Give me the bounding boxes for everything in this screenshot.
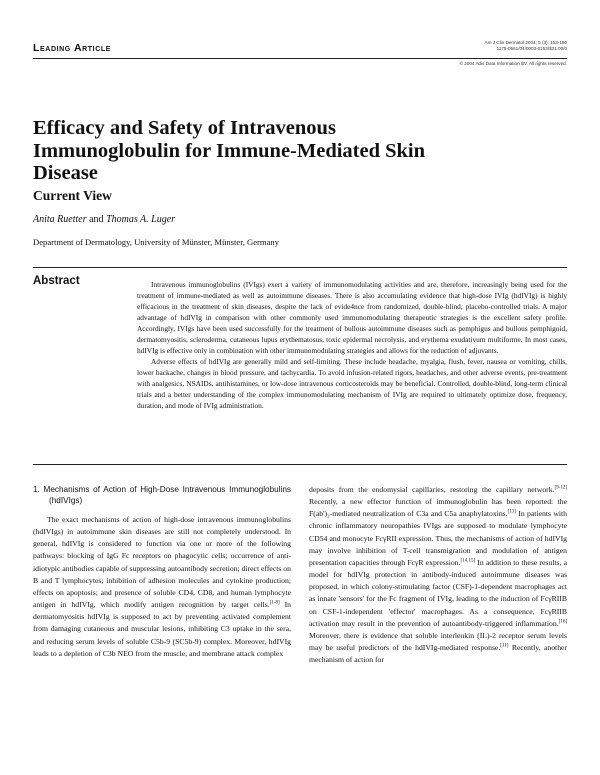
body-text: Recently, another mechanism of action for: [309, 643, 568, 665]
journal-issn: 1175-0561/04/0003-0153/$31.00/0: [496, 46, 567, 51]
body-text: In addition to these results, a model for hdIVIg protection in antibody-induced autoimmune diseases was proposed, in which colony-stimulating factor (CSF)-1-dependent macrophages act as innate 'sensors' for the Fc fragment of IVIg, leading to the induction of FcγRIIB on CSF-1-independent 'effector' macrophages. As a consequence, FcγRIIB activation may result in the prevention of autoantibody-triggered inflammation.: [309, 557, 567, 628]
article-subtitle: Current View: [33, 188, 112, 203]
section-label-text: Leading Article: [33, 42, 112, 54]
section-heading: 1. Mechanisms of Action of High-Dose Intravenous Immunoglobulins (hdIVIgs): [33, 485, 291, 505]
article-title: Efficacy and Safety of Intravenous Immunoglobulin for Immune-Mediated Skin Disease: [33, 117, 426, 184]
journal-meta: [485, 40, 567, 52]
citation-ref: [16]: [558, 619, 567, 625]
body-text: Moreover, there is evidence that soluble interleukin (IL)-2 receptor serum levels may be useful predictors of the hdIVIg-mediated response.: [309, 630, 567, 653]
citation-ref: [13]: [507, 509, 516, 515]
body-text: Recently, a new effector function of immunoglobulin has been reported: the F(ab')₂-mediated neutralization of C3a and C5a anaphylatoxins.: [309, 497, 567, 519]
citation-ref: [14,15]: [460, 558, 476, 564]
citation-ref: [9-12]: [554, 485, 567, 491]
journal-citation: Am J Clin Dermatol 2004; 5 (3): 153-160: [484, 40, 567, 45]
body-paragraph: [309, 484, 567, 666]
citation-ref: [11]: [500, 643, 509, 649]
copyright-text: © 2004 Adis Data Information BV. All rights reserved.: [459, 61, 567, 66]
body-text: In dermatomyositis hdIVIg is supposed to act by preventing activated complement from damaging cutaneous and muscular lesions, inhibiting C3 uptake in the sera, and reducing serum levels of soluble C5b-9 (SC5b-9) complex. Moreover, hdIVIg leads to a depletion of C3b NEO from the muscle, and membrane attack complex: [33, 600, 292, 658]
author-separator: and: [86, 214, 107, 225]
header-rule: [33, 58, 567, 59]
author-name: Thomas A. Luger: [106, 214, 176, 225]
copyright-notice: [460, 61, 567, 67]
abstract-heading: Abstract: [33, 275, 80, 287]
body-column-right: [309, 484, 567, 666]
abstract-body: [137, 279, 567, 411]
abstract-paragraph: Adverse effects of hdIVIg are generally mild and self-limiting. These include headache, myalgia, flush, fever, nausea or vomiting, chills, lower backache, changes in blood pressure, and tachycardia. To avoid infusion-related rigors, headaches, and other adverse events, pre-treatment with analgesics, NSAIDs, antihistamines, or low-dose intravenous corticosteroids may be beneficial. Controlled, double-blind, long-term clinical trials and a better understanding of the complex immunomodulating mechanism of IVIg are required to ultimately optimize dose, frequency, duration, and mode of IVIg administration.: [137, 357, 567, 410]
author-affiliation: Department of Dermatology, University of Münster, Münster, Germany: [33, 237, 280, 247]
body-column-left: [33, 484, 291, 660]
body-text: deposits from the endomysial capillaries, restoring the capillary network.: [309, 485, 555, 494]
body-text: In patients with chronic inflammatory neuropathies IVIgs are supposed to modulate lymphocyte CD54 and monocyte FcγRII expression. Thus, the mechanisms of action of hdIVIg may involve inhibition of T-cell transmigration and modulation of antigen presentation capacities through FcγR expression.: [309, 509, 567, 567]
section-label: [33, 42, 111, 54]
body-text: The exact mechanisms of action of high-dose intravenous immunoglobulins (hdIVIgs) in autoimmune skin diseases are still not completely understood. In general, hdIVIg is considered to function via one or more of the following pathways: blocking of IgG Fc receptors on phagocytic cells; occurrence of anti-idiotypic antibodies capable of suppressing autoantibody secretion; direct effects on B and T lymphocytes; inhibition of adhesion molecules and cytokine production; effects on apoptosis; and presence of soluble CD4, CD8, and human lymphocyte antigen in hdIVIg, which modify antigen recognition by target cells.: [33, 515, 291, 610]
citation-ref: [1-8]: [269, 600, 280, 606]
author-name: Anita Ruetter: [33, 214, 87, 225]
abstract-top-rule: [33, 267, 567, 268]
author-list: [33, 214, 175, 225]
abstract-paragraph: Intravenous immunoglobulins (IVIgs) exert a variety of immunomodulating activities and are, therefore, increasingly being used for the treatment of immune-mediated as well as autoimmune diseases. There is also accumulating evidence that high-dose IVIg (hdIVIg) is highly efficacious in the treatment of skin diseases, despite the lack of evide4nce from randomized, double-blind, placebo-controlled trials. A major advantage of hdIVIg in comparison with other commonly used immunomodulating therapeutic strategies is the excellent safety profile. Accordingly, IVIgs have been used successfully for the treatment of bullous autoimmune diseases such as pemphigus and bullous pemphigoid, dermatomyositis, scleroderma, cutaneous lupus erythematosus, toxic epidermal necrolysis, and erythema exudativum multiforme. In most cases, hdIVIg is effective only in combination with other immunomodulating strategies and allows for the reduction of adjuvants.: [137, 280, 567, 355]
abstract-bottom-rule: [33, 464, 567, 465]
body-paragraph: [33, 514, 291, 660]
